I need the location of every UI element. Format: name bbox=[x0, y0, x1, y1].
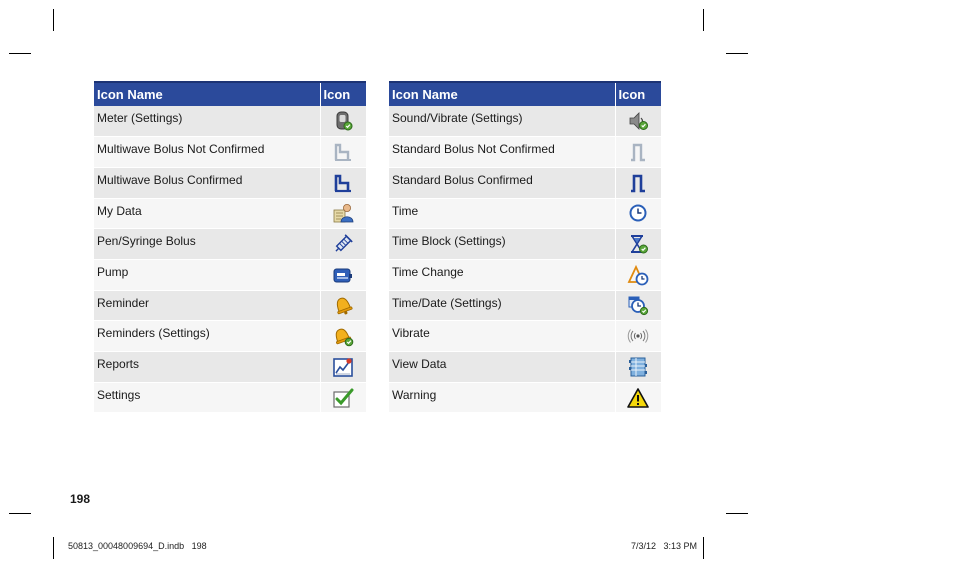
icon-name-cell: Settings bbox=[94, 382, 320, 413]
table-row bbox=[389, 137, 661, 168]
crop-mark bbox=[9, 513, 31, 514]
vibrate-icon bbox=[627, 325, 649, 347]
table-row bbox=[389, 167, 661, 198]
icon-name-cell: Vibrate bbox=[389, 321, 615, 352]
table-row bbox=[389, 259, 661, 290]
reminder-icon bbox=[332, 294, 354, 316]
pump-icon bbox=[332, 264, 354, 286]
table-row bbox=[94, 137, 366, 168]
icon-name-cell: Pen/Syringe Bolus bbox=[94, 229, 320, 260]
reports-icon bbox=[332, 356, 354, 378]
icon-name-cell: Multiwave Bolus Confirmed bbox=[94, 167, 320, 198]
icon-name-cell: Reports bbox=[94, 352, 320, 383]
footer-datetime: 7/3/12 3:13 PM bbox=[631, 541, 698, 551]
column-header-icon-name: Icon Name bbox=[389, 82, 615, 106]
crop-mark bbox=[53, 537, 54, 559]
meter-settings-icon bbox=[332, 110, 354, 132]
icon-name-cell: Warning bbox=[389, 382, 615, 413]
my-data-icon bbox=[332, 202, 354, 224]
icon-name-cell: Time/Date (Settings) bbox=[389, 290, 615, 321]
table-row bbox=[389, 321, 661, 352]
multiwave-bolus-confirmed-icon bbox=[332, 172, 354, 194]
table-row bbox=[389, 352, 661, 383]
table-row bbox=[94, 290, 366, 321]
table-row bbox=[389, 106, 661, 137]
table-row bbox=[94, 259, 366, 290]
crop-mark bbox=[703, 9, 704, 31]
table-row bbox=[94, 229, 366, 260]
icon-name-cell: Standard Bolus Confirmed bbox=[389, 167, 615, 198]
crop-mark bbox=[9, 53, 31, 54]
table-row bbox=[389, 229, 661, 260]
crop-mark bbox=[53, 9, 54, 31]
page-number: 198 bbox=[70, 492, 91, 506]
column-header-icon-name: Icon Name bbox=[94, 82, 320, 106]
icon-name-cell: Time Change bbox=[389, 259, 615, 290]
table-row bbox=[94, 382, 366, 413]
icon-name-cell: Reminder bbox=[94, 290, 320, 321]
table-row bbox=[94, 321, 366, 352]
pen-syringe-bolus-icon bbox=[332, 233, 354, 255]
table-header-row bbox=[389, 82, 661, 106]
multiwave-bolus-not-confirmed-icon bbox=[332, 141, 354, 163]
crop-mark bbox=[703, 537, 704, 559]
table-row bbox=[389, 198, 661, 229]
table-row bbox=[94, 106, 366, 137]
standard-bolus-confirmed-icon bbox=[627, 172, 649, 194]
view-data-icon bbox=[627, 356, 649, 378]
crop-mark bbox=[726, 53, 748, 54]
settings-icon bbox=[332, 387, 354, 409]
icon-name-cell: Sound/Vibrate (Settings) bbox=[389, 106, 615, 137]
icon-name-cell: Pump bbox=[94, 259, 320, 290]
column-header-icon: Icon bbox=[615, 82, 661, 106]
reminders-settings-icon bbox=[332, 325, 354, 347]
time-block-settings-icon bbox=[627, 233, 649, 255]
crop-mark bbox=[726, 513, 748, 514]
sound-vibrate-settings-icon bbox=[627, 110, 649, 132]
time-change-icon bbox=[627, 264, 649, 286]
icon-name-cell: View Data bbox=[389, 352, 615, 383]
column-header-icon: Icon bbox=[320, 82, 366, 106]
table-row bbox=[389, 382, 661, 413]
table-row bbox=[94, 352, 366, 383]
table-row bbox=[94, 167, 366, 198]
footer-file-info: 50813_00048009694_D.indb 198 bbox=[68, 541, 207, 551]
table-row bbox=[94, 198, 366, 229]
time-icon bbox=[627, 202, 649, 224]
icon-name-cell: Multiwave Bolus Not Confirmed bbox=[94, 137, 320, 168]
icon-table-right bbox=[389, 81, 661, 413]
table-header-row bbox=[94, 82, 366, 106]
icon-name-cell: Time bbox=[389, 198, 615, 229]
icon-table-left bbox=[94, 81, 366, 413]
warning-icon bbox=[627, 387, 649, 409]
table-row bbox=[389, 290, 661, 321]
standard-bolus-not-confirmed-icon bbox=[627, 141, 649, 163]
icon-name-cell: Time Block (Settings) bbox=[389, 229, 615, 260]
icon-name-cell: My Data bbox=[94, 198, 320, 229]
icon-name-cell: Standard Bolus Not Confirmed bbox=[389, 137, 615, 168]
icon-name-cell: Reminders (Settings) bbox=[94, 321, 320, 352]
time-date-settings-icon bbox=[627, 294, 649, 316]
icon-name-cell: Meter (Settings) bbox=[94, 106, 320, 137]
